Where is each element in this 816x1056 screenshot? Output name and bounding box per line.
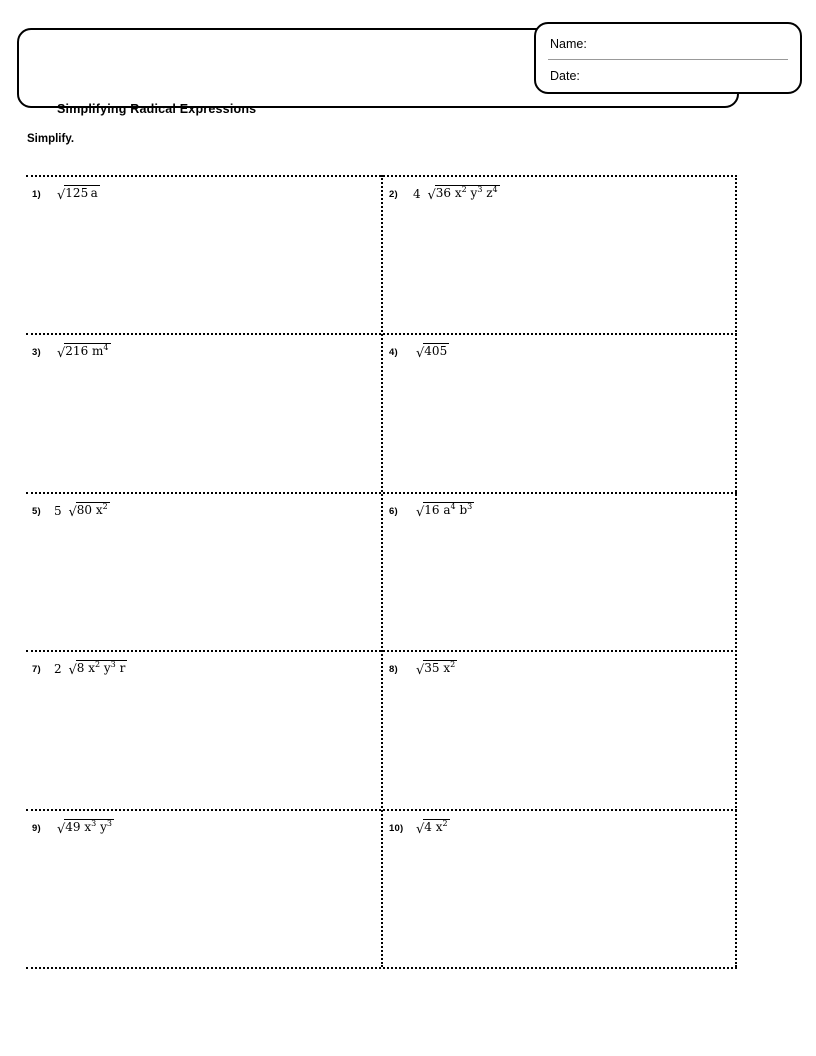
problem-cell-1[interactable]: [26, 175, 381, 333]
name-field-label: Name:: [550, 37, 587, 51]
problem-expression: [54, 661, 127, 678]
problem-number: 6): [389, 505, 398, 517]
radicand: 125 a: [65, 186, 98, 200]
problem-number: 7): [32, 664, 41, 676]
radicand: 16 $a^4$ $b^3$: [424, 501, 473, 517]
problem-cell-3[interactable]: [26, 333, 381, 491]
problem-number: 9): [32, 822, 41, 834]
problem-number: 4): [389, 347, 398, 359]
problem-number: 8): [389, 664, 398, 676]
problem-cell-5[interactable]: [26, 492, 381, 650]
problem-cell-4[interactable]: [381, 333, 737, 491]
page-title: Simplifying Radical Expressions: [57, 102, 257, 116]
radical: √80 $x^2$: [68, 501, 108, 520]
name-write-line[interactable]: [548, 59, 788, 60]
coefficient: 5: [54, 503, 62, 518]
radicand: 80 $x^2$: [76, 501, 108, 517]
problem-cell-2[interactable]: [381, 175, 737, 333]
radicand: 8 $x^2$ $y^3$ r: [76, 660, 126, 676]
problem-expression: [413, 344, 449, 361]
problem-cell-7[interactable]: [26, 650, 381, 808]
radicand: 405: [424, 344, 448, 359]
problem-expression: [413, 503, 474, 520]
problem-expression: [413, 661, 457, 678]
problem-row: [26, 175, 737, 333]
radical: √8 $x^2$ $y^3$ r: [68, 660, 126, 679]
problem-number: 10): [389, 822, 404, 834]
problem-cell-10[interactable]: [381, 809, 737, 967]
problem-expression: [54, 820, 114, 837]
problem-number: 3): [32, 347, 41, 359]
date-field-label: Date:: [550, 69, 580, 83]
coefficient: 4: [413, 187, 421, 201]
problem-row: [26, 650, 737, 808]
radicand: 36 $x^2$ $y^3$ $z^4$: [435, 185, 498, 200]
radical: √49 $x^3$ $y^3$: [57, 818, 112, 837]
grid-line-bottom: [26, 967, 737, 969]
radical: √35 $x^2$: [416, 660, 456, 679]
problem-expression: [54, 503, 110, 520]
coefficient: 2: [54, 662, 62, 677]
problem-grid: [26, 175, 737, 967]
radical: √216 $m^4$: [57, 343, 109, 362]
radical: √405: [416, 344, 448, 362]
problem-cell-9[interactable]: [26, 809, 381, 967]
radical: √125 a: [57, 186, 98, 203]
problem-number: 1): [32, 189, 41, 200]
problem-expression: [54, 344, 111, 361]
problem-row: [26, 333, 737, 491]
problem-expression: [54, 186, 100, 203]
radical: √36 $x^2$ $y^3$ $z^4$: [427, 185, 498, 203]
problem-row: [26, 809, 737, 967]
problem-cell-8[interactable]: [381, 650, 737, 808]
problem-number: 5): [32, 505, 41, 517]
problem-expression: [413, 820, 450, 837]
instruction-text: Simplify.: [27, 133, 75, 145]
name-date-box: [534, 22, 802, 94]
radicand: 49 $x^3$ $y^3$: [65, 818, 112, 834]
radicand: 216 $m^4$: [65, 343, 109, 359]
problem-row: [26, 492, 737, 650]
radical: √16 $a^4$ $b^3$: [416, 501, 473, 520]
radicand: 4 $x^2$: [424, 818, 448, 834]
problem-number: 2): [389, 189, 398, 200]
problem-cell-6[interactable]: [381, 492, 737, 650]
problem-expression: [413, 186, 500, 203]
radical: √4 $x^2$: [416, 818, 448, 837]
radicand: 35 $x^2$: [424, 660, 456, 676]
